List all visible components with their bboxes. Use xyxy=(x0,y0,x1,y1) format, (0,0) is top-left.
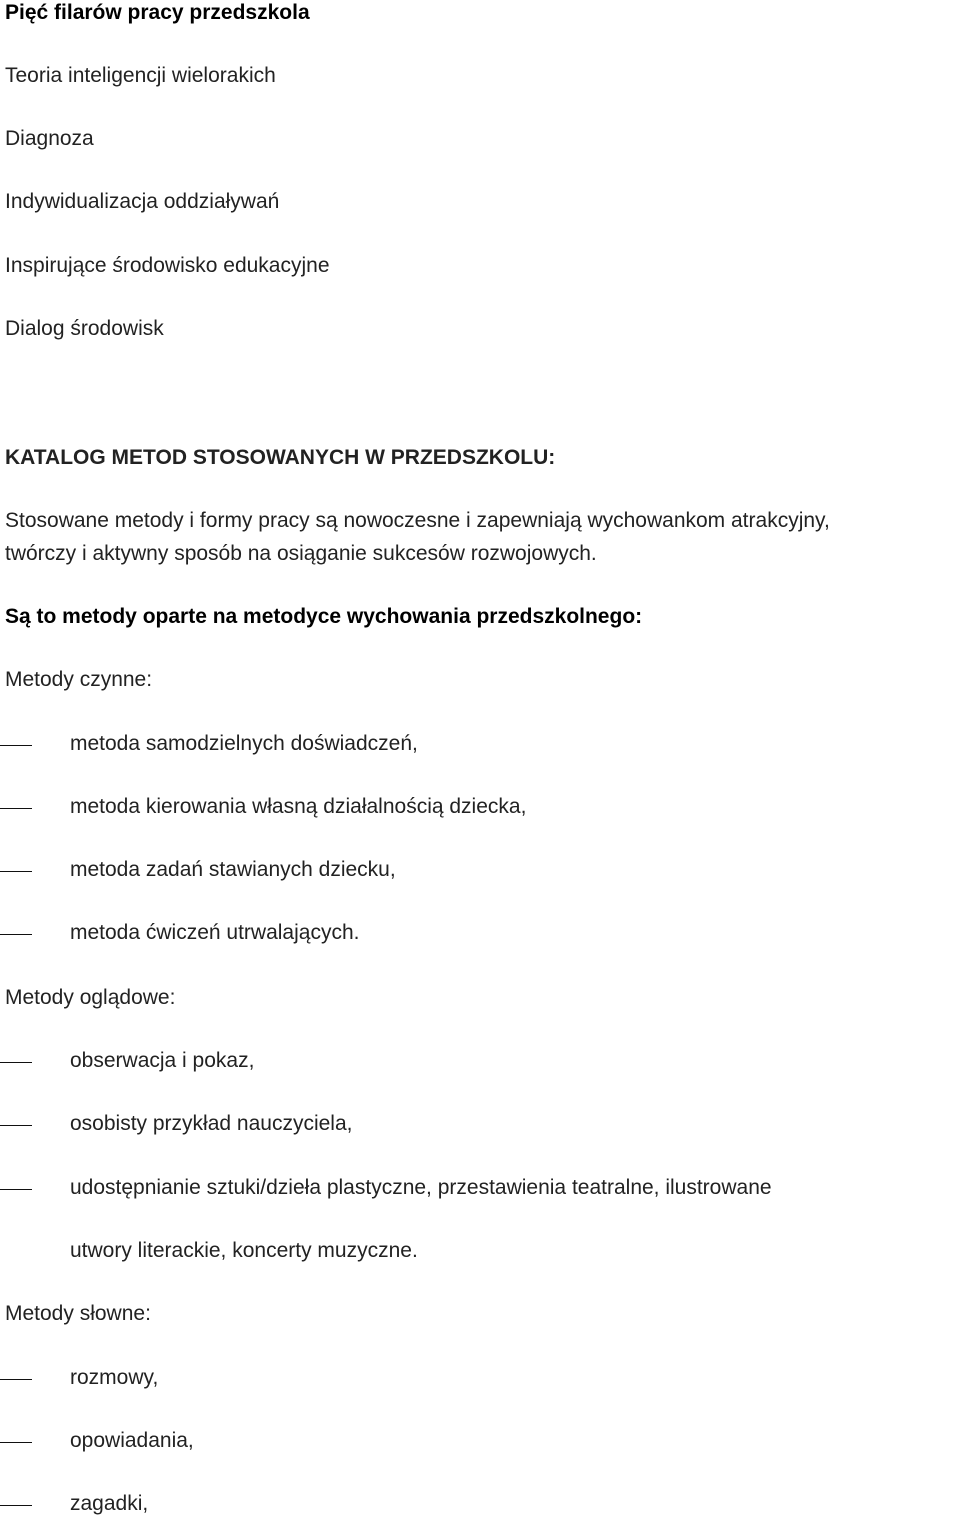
visual-method-item: osobisty przykład nauczyciela, xyxy=(70,1112,353,1135)
catalog-heading: KATALOG METOD STOSOWANYCH W PRZEDSZKOLU: xyxy=(5,446,556,469)
pillar-5: Dialog środowisk xyxy=(5,317,164,340)
active-method-item: metoda kierowania własną działalnością dziecka, xyxy=(70,795,527,818)
list-dash xyxy=(0,1505,32,1506)
page-title: Pięć filarów pracy przedszkola xyxy=(5,1,310,24)
pillar-1: Teoria inteligencji wielorakich xyxy=(5,64,276,87)
visual-methods-heading: Metody oglądowe: xyxy=(5,986,176,1009)
list-dash xyxy=(0,1189,32,1190)
list-dash xyxy=(0,934,32,935)
visual-method-continuation: utwory literackie, koncerty muzyczne. xyxy=(70,1239,418,1262)
pillar-4: Inspirujące środowisko edukacyjne xyxy=(5,254,330,277)
catalog-basis: Są to metody oparte na metodyce wychowania przedszkolnego: xyxy=(5,605,643,628)
catalog-intro-line-1: Stosowane metody i formy pracy są nowoczesne i zapewniają wychowankom atrakcyjny, xyxy=(5,509,830,532)
active-method-item: metoda zadań stawianych dziecku, xyxy=(70,858,396,881)
visual-method-item: udostępnianie sztuki/dzieła plastyczne, przestawienia teatralne, ilustrowane xyxy=(70,1176,772,1199)
list-dash xyxy=(0,1442,32,1443)
list-dash xyxy=(0,745,32,746)
active-method-item: metoda ćwiczeń utrwalających. xyxy=(70,921,360,944)
catalog-intro-line-2: twórczy i aktywny sposób na osiąganie sukcesów rozwojowych. xyxy=(5,542,597,565)
verbal-method-item: opowiadania, xyxy=(70,1429,194,1452)
list-dash xyxy=(0,1062,32,1063)
active-methods-heading: Metody czynne: xyxy=(5,668,153,691)
pillar-3: Indywidualizacja oddziaływań xyxy=(5,190,280,213)
verbal-methods-heading: Metody słowne: xyxy=(5,1302,151,1325)
pillar-2: Diagnoza xyxy=(5,127,94,150)
verbal-method-item: zagadki, xyxy=(70,1492,149,1515)
list-dash xyxy=(0,871,32,872)
active-method-item: metoda samodzielnych doświadczeń, xyxy=(70,732,418,755)
verbal-method-item: rozmowy, xyxy=(70,1366,159,1389)
visual-method-item: obserwacja i pokaz, xyxy=(70,1049,255,1072)
list-dash xyxy=(0,1125,32,1126)
list-dash xyxy=(0,1379,32,1380)
list-dash xyxy=(0,808,32,809)
